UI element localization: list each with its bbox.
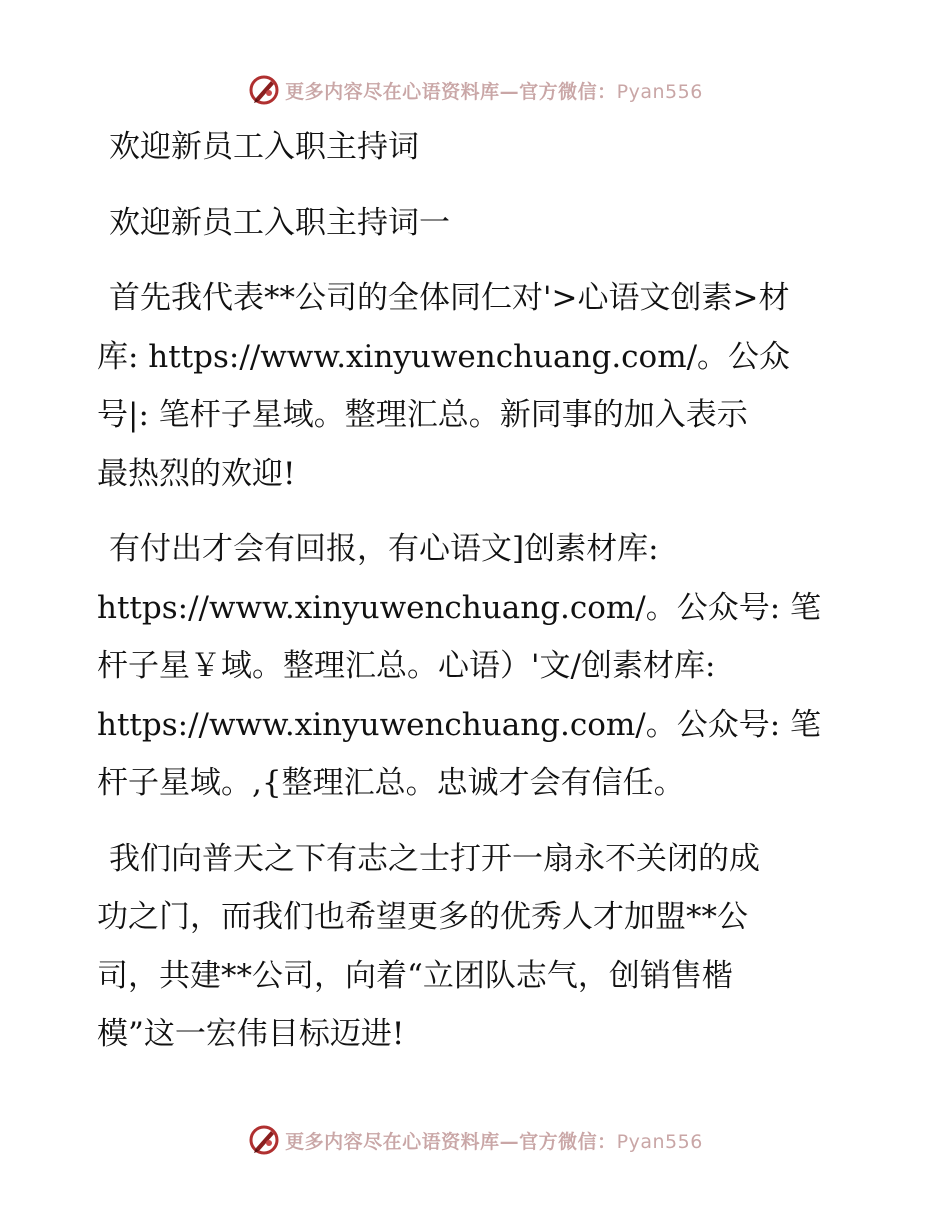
paragraph-line: 杆子星￥域。整理汇总。心语）'文/创素材库: [97, 648, 716, 684]
header-banner [0, 70, 950, 110]
paragraph-3 [97, 830, 857, 1064]
paragraph-line: 最热烈的欢迎! [97, 455, 296, 492]
paragraph-line: https://www.xinyuwenchuang.com/。公众号: 笔 [97, 589, 822, 626]
paragraph-line: 号|: 笔杆子星域。整理汇总。新同事的加入表示 [97, 397, 748, 433]
paragraph-line: 我们向普天之下有志之士打开一扇永不关闭的成 [109, 840, 760, 877]
footer-banner-text: 更多内容尽在心语资料库—官方微信：Pyan556 [285, 1130, 703, 1153]
paragraph-1 [97, 269, 857, 503]
document-body [97, 118, 857, 1081]
paragraph-line: 首先我代表**公司的全体同仁对'>心语文创素>材 [109, 280, 790, 316]
paragraph-line: 功之门，而我们也希望更多的优秀人才加盟**公 [97, 899, 748, 935]
header-banner-text: 更多内容尽在心语资料库—官方微信：Pyan556 [285, 80, 703, 103]
document-title: 欢迎新员工入职主持词 [109, 129, 419, 165]
paragraph-line: https://www.xinyuwenchuang.com/。公众号: 笔 [97, 706, 822, 743]
paragraph-line: 杆子星域。,{整理汇总。忠诚才会有信任。 [97, 765, 685, 801]
paragraph-line: 模”这一宏伟目标迈进! [97, 1016, 405, 1052]
pen-seal-icon [247, 73, 281, 107]
paragraph-2 [97, 520, 857, 813]
paragraph-line: 司，共建**公司，向着“立团队志气，创销售楷 [97, 957, 733, 994]
paragraph-line: 库: https://www.xinyuwenchuang.com/。公众 [97, 338, 791, 375]
pen-seal-icon [247, 1123, 281, 1157]
paragraph-line: 有付出才会有回报，有心语文]创素材库: [109, 531, 659, 567]
footer-banner [0, 1120, 950, 1160]
document-subtitle: 欢迎新员工入职主持词一 [109, 204, 450, 241]
